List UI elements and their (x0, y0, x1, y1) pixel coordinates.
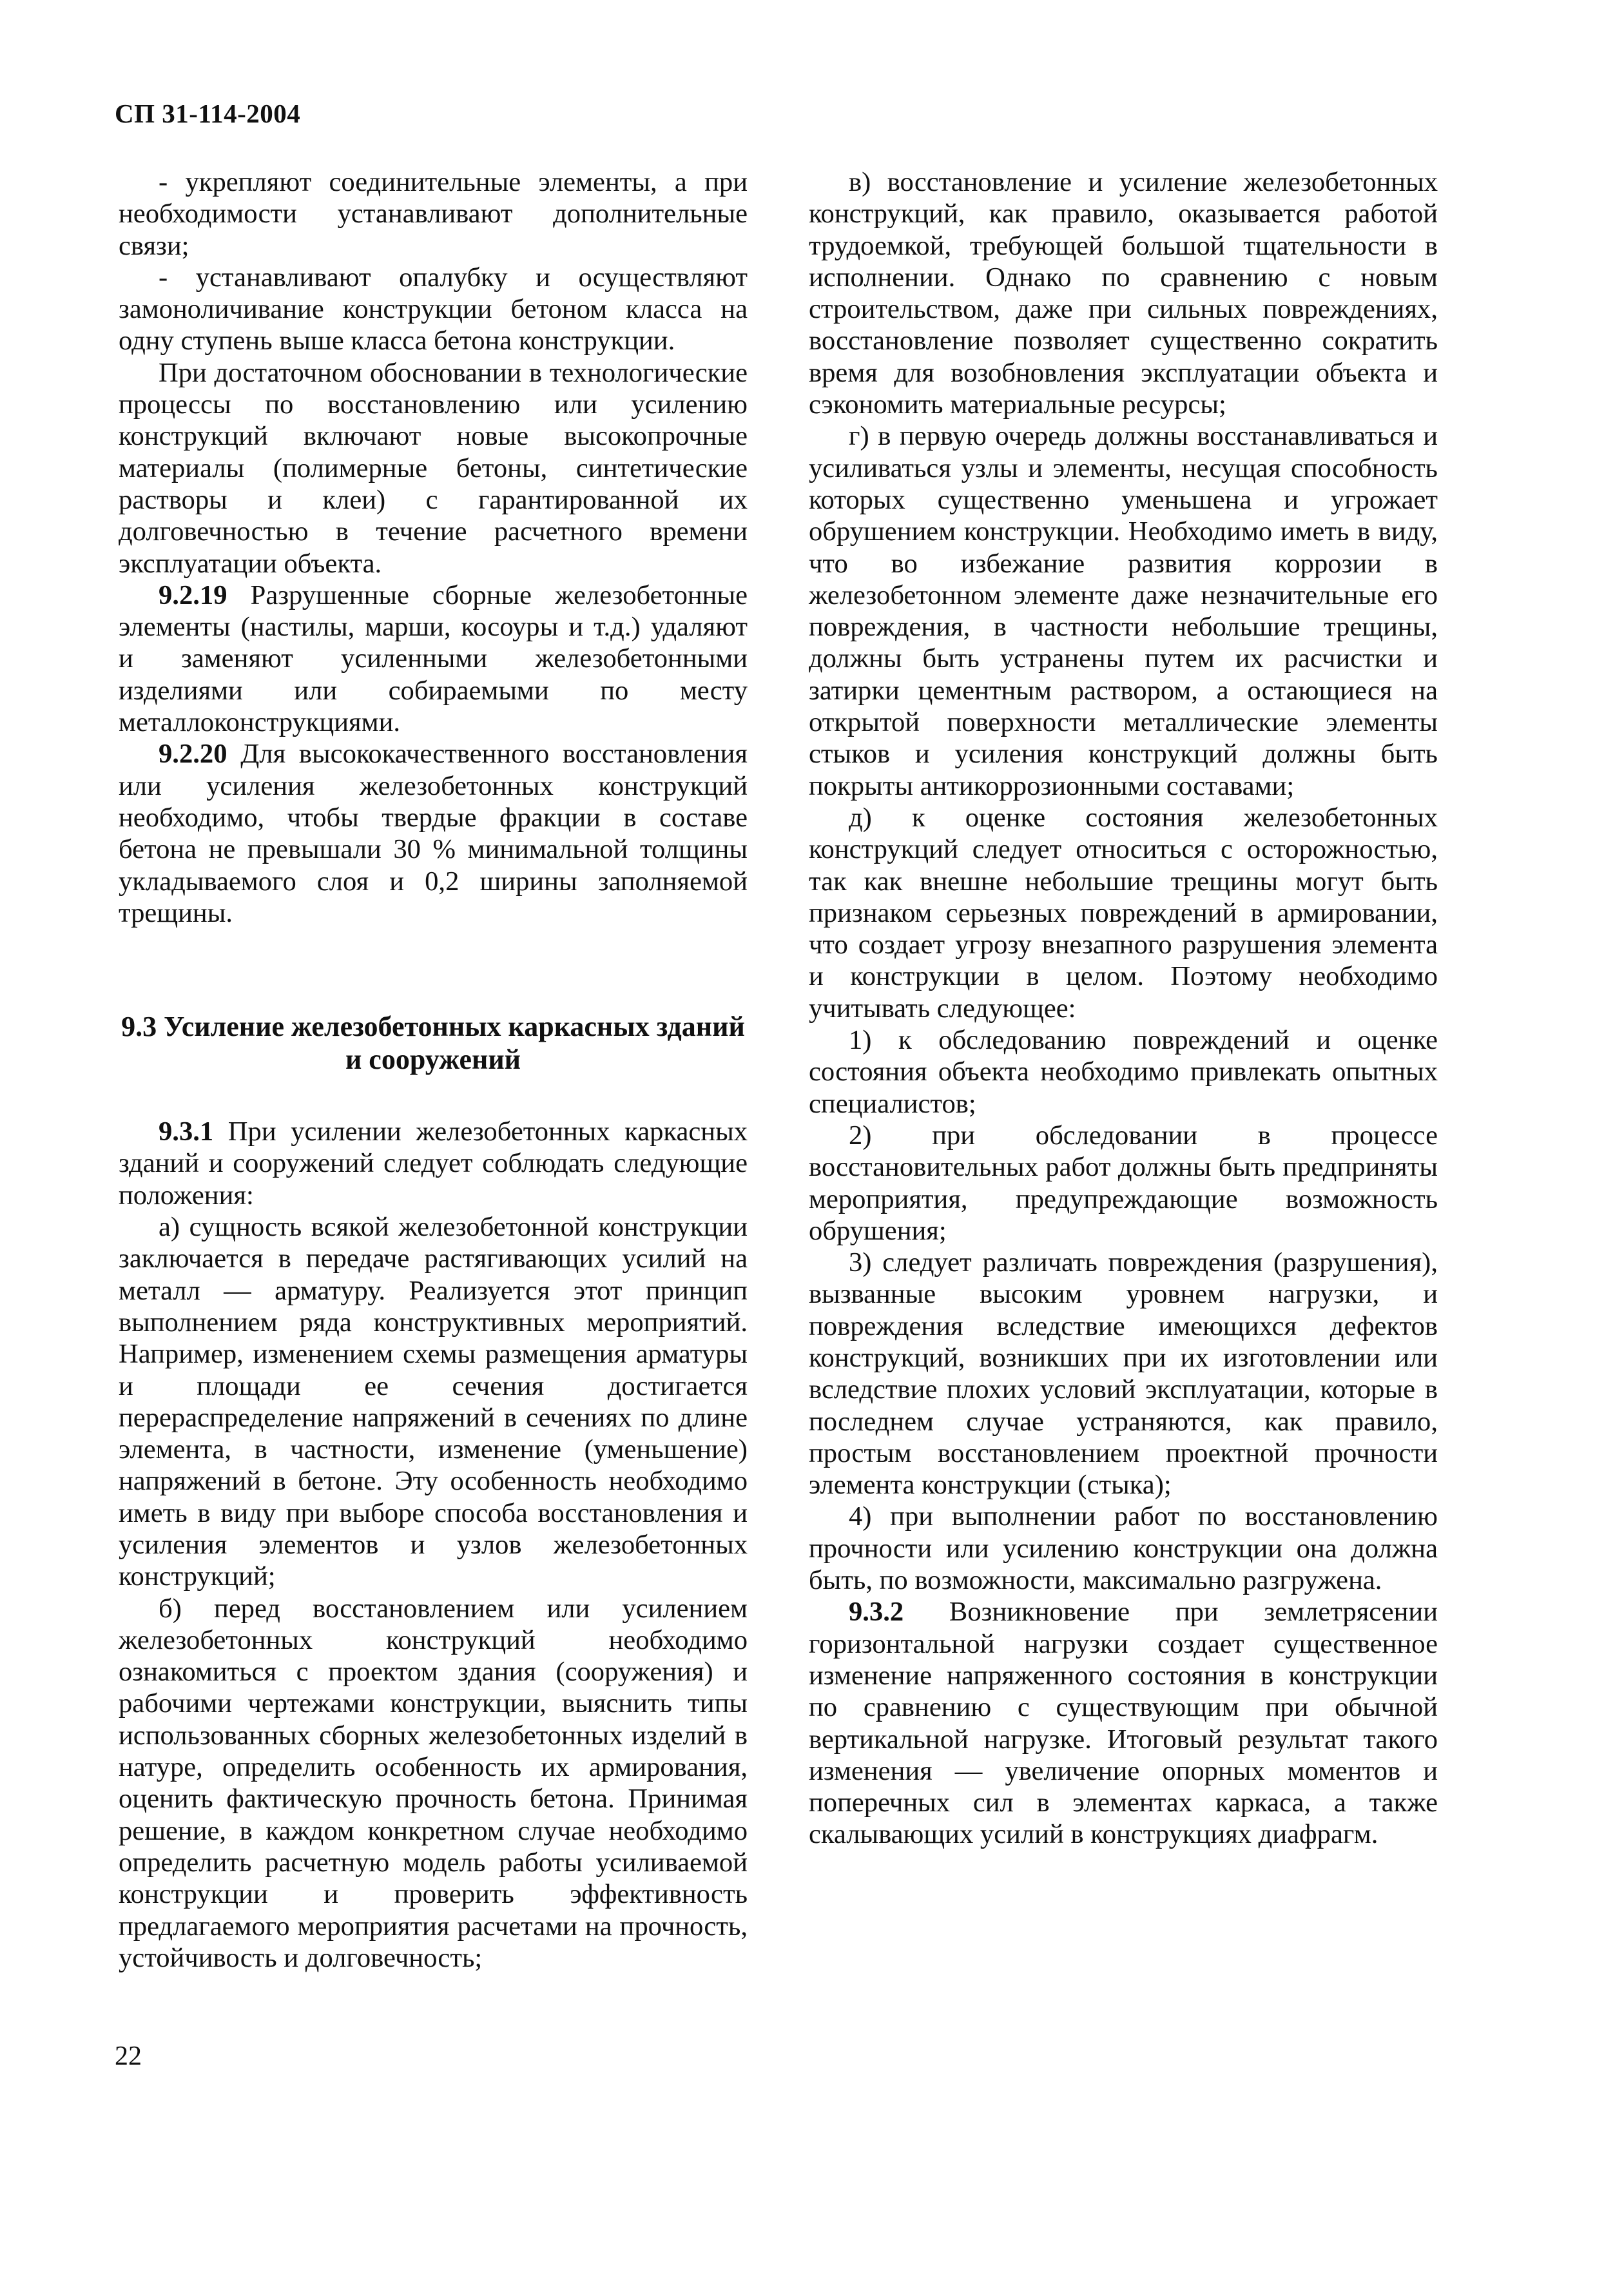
clause-9-2-19 (119, 579, 748, 738)
right-column (809, 166, 1438, 1851)
clause-text: Для высококачественного восстановления или усиления железобетонных конструкций необходимо, чтобы твердые фракции в составе бетона не превышали 30 % минимальной толщины укладываемого слоя и 0,2 ширины заполняемой трещины. (119, 739, 748, 928)
clause-number: 9.3.2 (849, 1597, 904, 1628)
document-code: СП 31-114-2004 (115, 99, 301, 128)
list-item: б) перед восстановлением или усилением железобетонных конструкций необходимо ознакомиться с проектом здания (сооружения) и рабочими чертежами конструкции, выяснить типы использованных сборных железобетонных изделий в натуре, определить особенность их армирования, оценить фактическую прочность бетона. Принимая решение, в каждом конкретном случае необходимо определить расчетную модель работы усиливаемой конструкции и проверить эффективность предлагаемого мероприятия расчетами на прочность, устойчивость и долговечность; (119, 1593, 748, 1973)
clause-text: Разрушенные сборные железобетонные элементы (настилы, марши, косоуры и т.д.) удаляют и заменяют усиленными железобетонными изделиями или собираемыми по месту металлоконструкциями. (119, 579, 748, 738)
clause-text: При усилении железобетонных каркасных зданий и сооружений следует соблюдать следующие положения: (119, 1116, 748, 1211)
list-item: г) в первую очередь должны восстанавливаться и усиливаться узлы и элементы, несущая способность которых существенно уменьшена и угрожает обрушением конструкции. Необходимо иметь в виду, что во избежание развития коррозии в железобетонном элементе даже незначительные его повреждения, в частности небольшие трещины, должны быть устранены путем их расчистки и затирки цементным раствором, а остающиеся на открытой поверхности металлические элементы стыков и усиления конструкций должны быть покрыты антикоррозионными составами; (809, 421, 1438, 801)
numbered-item: 1) к обследованию повреждений и оценке состояния объекта необходимо привлекать опытных специалистов; (809, 1025, 1438, 1119)
paragraph: - укрепляют соединительные элементы, а при необходимости устанавливают дополнительные связи; (119, 167, 748, 261)
clause-number: 9.2.20 (159, 739, 227, 770)
clause-9-3-2 (809, 1596, 1438, 1850)
list-item: д) к оценке состояния железобетонных конструкций следует относиться с осторожностью, так как внешне небольшие трещины могут быть признаком серьезных повреждений в армировании, что создает угрозу внезапного разрушения элемента и конструкции в целом. Поэтому необходимо учитывать следующее: (809, 802, 1438, 1024)
clause-text: Возникновение при землетрясении горизонтальной нагрузки создает существенное изменение напряженного состояния в конструкции по сравнению с существующим при обычной вертикальной нагрузке. Итоговый результат такого изменения — увеличение опорных моментов и поперечных сил в элементах каркаса, а также скалывающих усилий в конструкциях диафрагм. (809, 1597, 1438, 1850)
paragraph: - устанавливают опалубку и осуществляют замоноличивание конструкции бетоном класса на одну ступень выше класса бетона конструкции. (119, 262, 748, 356)
clause-number: 9.2.19 (159, 579, 227, 610)
numbered-item: 3) следует различать повреждения (разрушения), вызванные высоким уровнем нагрузки, и повреждения вследствие имеющихся дефектов конструкций, возникших при их изготовлении или вследствие плохих условий эксплуатации, которые в последнем случае устраняются, как правило, простым восстановлением проектной прочности элемента конструкции (стыка); (809, 1247, 1438, 1501)
left-column (119, 166, 748, 1974)
clause-9-3-1 (119, 1116, 748, 1211)
clause-9-2-20 (119, 738, 748, 929)
clause-number: 9.3.1 (159, 1116, 214, 1147)
paragraph: При достаточном обосновании в технологические процессы по восстановлению или усилению конструкций включают новые высокопрочные материалы (полимерные бетоны, синтетические растворы и клеи) с гарантированной их долговечностью в течение расчетного времени эксплуатации объекта. (119, 357, 748, 579)
page-number: 22 (115, 2041, 142, 2071)
numbered-item: 4) при выполнении работ по восстановлению прочности или усилению конструкции она должна быть, по возможности, максимально разгружена. (809, 1501, 1438, 1596)
list-item: а) сущность всякой железобетонной конструкции заключается в передаче растягивающих усилий на металл — арматуру. Реализуется этот принцип выполнением ряда конструктивных мероприятий. Например, изменением схемы размещения арматуры и площади ее сечения достигается перераспределение напряжений в сечениях по длине элемента, в частности, изменение (уменьшение) напряжений в бетоне. Эту особенность необходимо иметь в виду при выборе способа восстановления и усиления элементов и узлов железобетонных конструкций; (119, 1212, 748, 1592)
list-item: в) восстановление и усиление железобетонных конструкций, как правило, оказывается работой трудоемкой, требующей большой тщательности в исполнении. Однако по сравнению с новым строительством, даже при сильных повреждениях, восстановление позволяет существенно сократить время для возобновления эксплуатации объекта и сэкономить материальные ресурсы; (809, 167, 1438, 420)
section-heading: 9.3 Усиление железобетонных каркасных зданий и сооружений (121, 1011, 745, 1076)
numbered-item: 2) при обследовании в процессе восстановительных работ должны быть предприняты мероприятия, предупреждающие возможность обрушения; (809, 1120, 1438, 1246)
